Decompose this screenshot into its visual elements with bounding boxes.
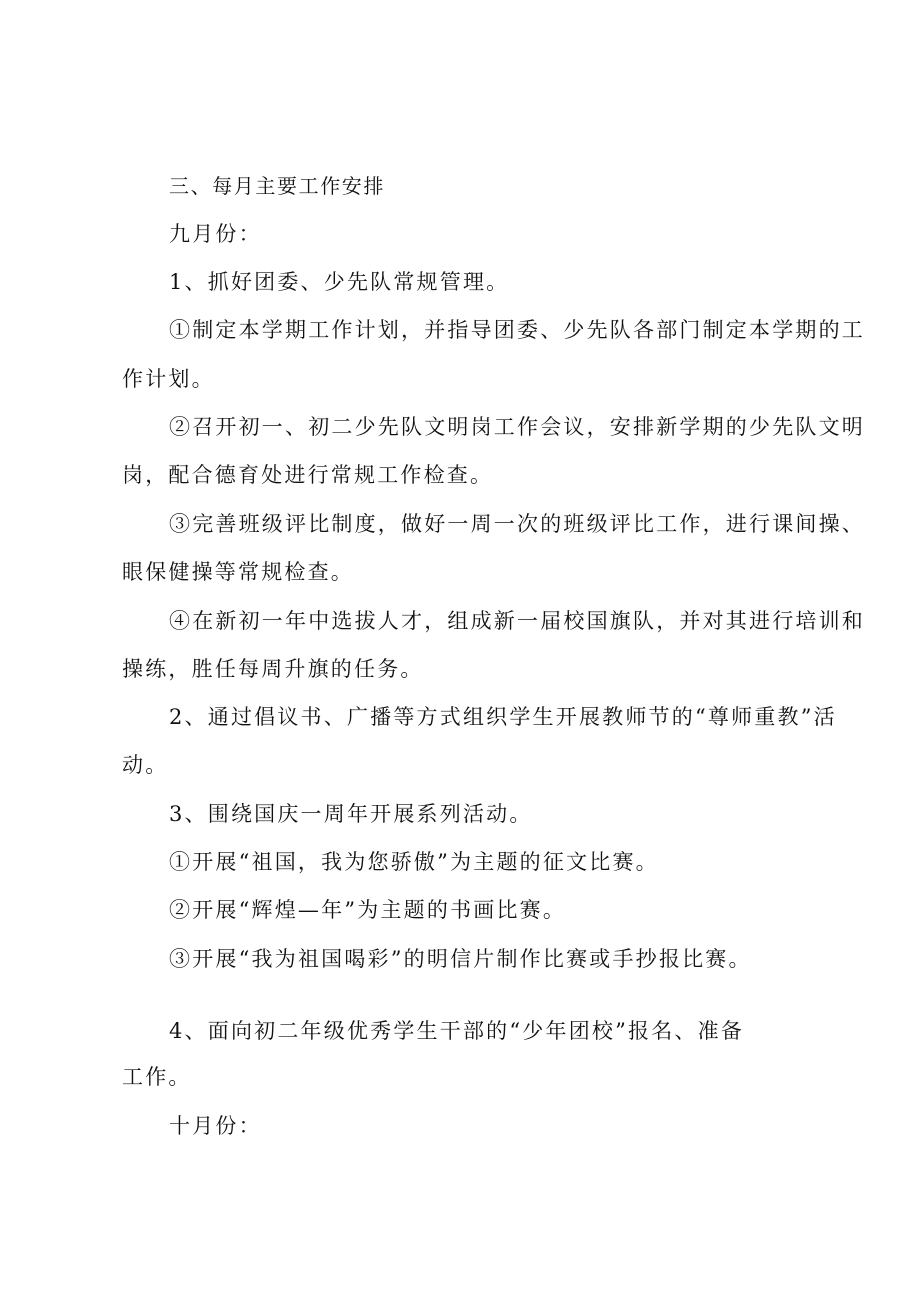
item-2-line-1: 2、通过倡议书、广播等方式组织学生开展教师节的“尊师重教”活 <box>169 705 837 729</box>
item-3-sub-1: ①开展“祖国，我为您骄傲”为主题的征文比赛。 <box>169 850 659 874</box>
item-4-line-1: 4、面向初二年级优秀学生干部的“少年团校”报名、准备 <box>169 1019 745 1043</box>
item-1-sub-4-line-1: ④在新初一年中选拔人才，组成新一届校国旗队，并对其进行培训和 <box>169 609 865 633</box>
month-heading-september: 九月份： <box>169 222 262 246</box>
item-3-sub-2: ②开展“辉煌—年”为主题的书画比赛。 <box>169 898 567 922</box>
item-4-line-2: 工作。 <box>122 1065 192 1089</box>
item-3: 3、围绕国庆一周年开展系列活动。 <box>169 802 533 826</box>
item-1-sub-3-line-1: ③完善班级评比制度，做好一周一次的班级评比工作，进行课间操、 <box>169 512 865 536</box>
item-1-sub-3-line-2: 眼保健操等常规检查。 <box>122 560 354 584</box>
item-1: 1、抓好团委、少先队常规管理。 <box>169 270 510 294</box>
section-heading: 三、每月主要工作安排 <box>169 174 385 198</box>
item-1-sub-4-line-2: 操练，胜任每周升旗的任务。 <box>122 657 424 681</box>
item-1-sub-2-line-2: 岗，配合德育处进行常规工作检查。 <box>122 463 494 487</box>
item-1-sub-1-line-2: 作计划。 <box>122 367 215 391</box>
item-2-line-2: 动。 <box>122 753 169 777</box>
item-3-sub-3: ③开展“我为祖国喝彩”的明信片制作比赛或手抄报比赛。 <box>169 947 752 971</box>
month-heading-october: 十月份： <box>169 1114 262 1138</box>
item-1-sub-1-line-1: ①制定本学期工作计划，并指导团委、少先队各部门制定本学期的工 <box>169 318 865 342</box>
item-1-sub-2-line-1: ②召开初一、初二少先队文明岗工作会议，安排新学期的少先队文明 <box>169 415 865 439</box>
